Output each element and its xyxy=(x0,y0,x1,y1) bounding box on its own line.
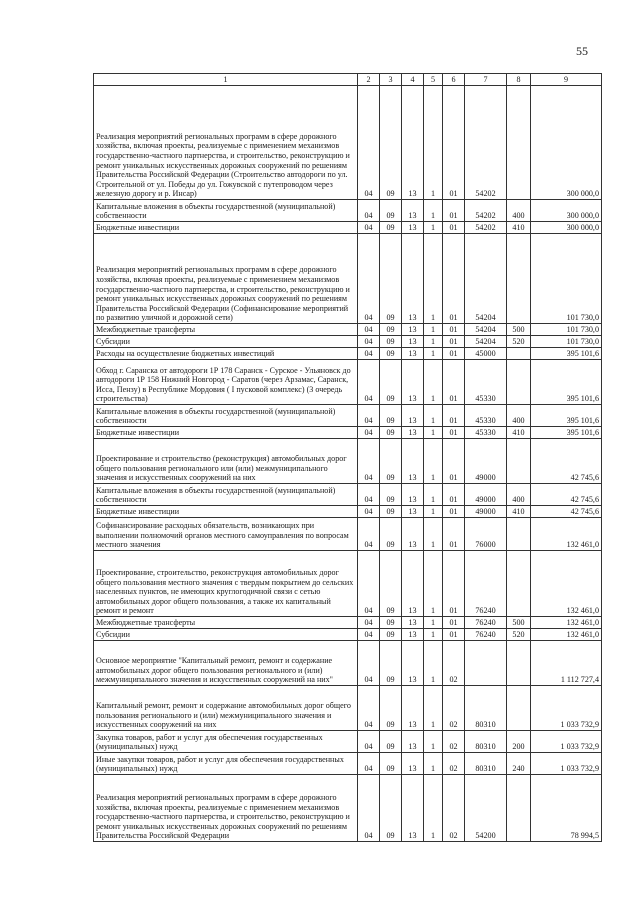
code-cell: 04 xyxy=(358,629,380,641)
row-name: Субсидии xyxy=(94,629,358,641)
code-cell: 04 xyxy=(358,731,380,753)
table-row xyxy=(94,222,602,234)
code-cell: 09 xyxy=(380,753,402,775)
code-cell: 520 xyxy=(507,629,531,641)
code-cell xyxy=(465,641,507,686)
code-cell: 13 xyxy=(402,641,424,686)
header-cell: 4 xyxy=(402,74,424,86)
table-row xyxy=(94,518,602,551)
code-cell: 13 xyxy=(402,234,424,324)
code-cell: 13 xyxy=(402,360,424,405)
code-cell: 13 xyxy=(402,775,424,842)
code-cell: 45330 xyxy=(465,405,507,427)
amount-cell: 132 461,0 xyxy=(531,617,602,629)
code-cell: 13 xyxy=(402,617,424,629)
code-cell: 01 xyxy=(443,86,465,200)
row-name: Капитальный ремонт, ремонт и содержание автомобильных дорог общего пользования регионального и (или) межмуниципального значения и искусственных сооружений на них xyxy=(94,686,358,731)
code-cell: 04 xyxy=(358,324,380,336)
code-cell: 1 xyxy=(424,405,443,427)
row-name: Капитальные вложения в объекты государственной (муниципальной) собственности xyxy=(94,484,358,506)
table-row xyxy=(94,629,602,641)
code-cell: 09 xyxy=(380,775,402,842)
budget-table xyxy=(93,73,602,842)
code-cell: 400 xyxy=(507,405,531,427)
code-cell xyxy=(507,775,531,842)
table-row xyxy=(94,427,602,439)
amount-cell: 132 461,0 xyxy=(531,518,602,551)
code-cell: 13 xyxy=(402,551,424,617)
code-cell: 1 xyxy=(424,775,443,842)
row-name: Капитальные вложения в объекты государственной (муниципальной) собственности xyxy=(94,200,358,222)
code-cell xyxy=(507,686,531,731)
amount-cell: 78 994,5 xyxy=(531,775,602,842)
code-cell: 13 xyxy=(402,686,424,731)
code-cell: 04 xyxy=(358,222,380,234)
code-cell: 13 xyxy=(402,324,424,336)
code-cell: 45330 xyxy=(465,360,507,405)
code-cell: 04 xyxy=(358,427,380,439)
code-cell: 04 xyxy=(358,518,380,551)
table-row xyxy=(94,641,602,686)
code-cell xyxy=(507,86,531,200)
code-cell: 13 xyxy=(402,405,424,427)
code-cell: 54202 xyxy=(465,200,507,222)
row-name: Расходы на осуществление бюджетных инвестиций xyxy=(94,348,358,360)
code-cell: 49000 xyxy=(465,439,507,484)
code-cell: 01 xyxy=(443,336,465,348)
header-cell: 2 xyxy=(358,74,380,86)
code-cell: 13 xyxy=(402,731,424,753)
code-cell: 1 xyxy=(424,234,443,324)
row-name: Реализация мероприятий региональных программ в сфере дорожного хозяйства, включая проекты, реализуемые с применением механизмов государственно-частного партнерства, и строительство, реконструкцию и ремонт уникальных искусственных дорожных сооружений по решениям Правительства Российской Федерации xyxy=(94,775,358,842)
code-cell: 1 xyxy=(424,324,443,336)
code-cell: 240 xyxy=(507,753,531,775)
row-name: Закупка товаров, работ и услуг для обеспечения государственных (муниципальных) нужд xyxy=(94,731,358,753)
amount-cell: 132 461,0 xyxy=(531,629,602,641)
code-cell: 13 xyxy=(402,348,424,360)
code-cell: 09 xyxy=(380,234,402,324)
row-name: Субсидии xyxy=(94,336,358,348)
amount-cell: 101 730,0 xyxy=(531,336,602,348)
code-cell: 1 xyxy=(424,86,443,200)
code-cell: 76240 xyxy=(465,617,507,629)
table-row xyxy=(94,324,602,336)
code-cell: 01 xyxy=(443,617,465,629)
code-cell: 49000 xyxy=(465,484,507,506)
code-cell: 1 xyxy=(424,731,443,753)
table-row xyxy=(94,551,602,617)
code-cell: 09 xyxy=(380,484,402,506)
table-row xyxy=(94,348,602,360)
code-cell: 09 xyxy=(380,427,402,439)
amount-cell: 300 000,0 xyxy=(531,222,602,234)
code-cell: 02 xyxy=(443,641,465,686)
amount-cell: 42 745,6 xyxy=(531,506,602,518)
code-cell: 04 xyxy=(358,551,380,617)
code-cell: 1 xyxy=(424,360,443,405)
header-cell: 3 xyxy=(380,74,402,86)
row-name: Межбюджетные трансферты xyxy=(94,324,358,336)
code-cell: 09 xyxy=(380,200,402,222)
code-cell: 1 xyxy=(424,439,443,484)
row-name: Иные закупки товаров, работ и услуг для обеспечения государственных (муниципальных) нужд xyxy=(94,753,358,775)
code-cell: 1 xyxy=(424,348,443,360)
table-row xyxy=(94,234,602,324)
code-cell: 13 xyxy=(402,518,424,551)
code-cell: 1 xyxy=(424,484,443,506)
amount-cell: 1 033 732,9 xyxy=(531,686,602,731)
code-cell: 13 xyxy=(402,484,424,506)
code-cell: 1 xyxy=(424,617,443,629)
code-cell: 1 xyxy=(424,506,443,518)
code-cell: 520 xyxy=(507,336,531,348)
code-cell: 1 xyxy=(424,336,443,348)
row-name: Проектирование, строительство, реконструкция автомобильных дорог общего пользования местного значения с твердым покрытием до сельских населенных пунктов, не имеющих круглогодичной связи с сетью автомобильных дорог общего пользования, а также их капитальный ремонт и ремонт xyxy=(94,551,358,617)
code-cell: 76000 xyxy=(465,518,507,551)
table-row xyxy=(94,336,602,348)
code-cell: 01 xyxy=(443,360,465,405)
header-cell: 1 xyxy=(94,74,358,86)
table-row xyxy=(94,405,602,427)
amount-cell: 300 000,0 xyxy=(531,86,602,200)
amount-cell: 42 745,6 xyxy=(531,484,602,506)
code-cell: 04 xyxy=(358,360,380,405)
code-cell: 1 xyxy=(424,753,443,775)
row-name: Бюджетные инвестиции xyxy=(94,506,358,518)
table-row xyxy=(94,86,602,200)
code-cell: 410 xyxy=(507,506,531,518)
code-cell: 04 xyxy=(358,234,380,324)
code-cell: 13 xyxy=(402,200,424,222)
code-cell xyxy=(507,439,531,484)
amount-cell: 395 101,6 xyxy=(531,405,602,427)
code-cell: 01 xyxy=(443,234,465,324)
code-cell: 09 xyxy=(380,551,402,617)
code-cell: 1 xyxy=(424,518,443,551)
code-cell: 49000 xyxy=(465,506,507,518)
row-name: Основное мероприятие "Капитальный ремонт, ремонт и содержание автомобильных дорог общего пользования регионального и (или) межмуниципального значения и искусственных сооружений на них" xyxy=(94,641,358,686)
row-name: Реализация мероприятий региональных программ в сфере дорожного хозяйства, включая проекты, реализуемые с применением механизмов государственно-частного партнерства, и строительство, реконструкцию и ремонт уникальных искусственных дорожных сооружений по решениям Правительства Российской Федерации (Строительство автодороги по ул. Строительной от ул. Победы до ул. Гожувской с путепроводом через железную дорогу и р. Инсар) xyxy=(94,86,358,200)
code-cell: 13 xyxy=(402,336,424,348)
code-cell: 04 xyxy=(358,753,380,775)
amount-cell: 300 000,0 xyxy=(531,200,602,222)
table-row xyxy=(94,439,602,484)
code-cell: 410 xyxy=(507,222,531,234)
table-row xyxy=(94,506,602,518)
code-cell: 01 xyxy=(443,324,465,336)
code-cell: 04 xyxy=(358,686,380,731)
code-cell: 04 xyxy=(358,336,380,348)
code-cell: 54204 xyxy=(465,324,507,336)
amount-cell: 395 101,6 xyxy=(531,348,602,360)
code-cell: 76240 xyxy=(465,629,507,641)
code-cell: 01 xyxy=(443,506,465,518)
code-cell xyxy=(507,234,531,324)
amount-cell: 1 112 727,4 xyxy=(531,641,602,686)
code-cell: 500 xyxy=(507,617,531,629)
code-cell: 01 xyxy=(443,518,465,551)
code-cell: 01 xyxy=(443,439,465,484)
code-cell: 54204 xyxy=(465,336,507,348)
table-row xyxy=(94,617,602,629)
code-cell: 13 xyxy=(402,427,424,439)
code-cell: 04 xyxy=(358,348,380,360)
code-cell: 09 xyxy=(380,629,402,641)
code-cell xyxy=(507,641,531,686)
row-name: Бюджетные инвестиции xyxy=(94,222,358,234)
code-cell: 02 xyxy=(443,731,465,753)
code-cell xyxy=(507,518,531,551)
code-cell: 13 xyxy=(402,506,424,518)
code-cell: 1 xyxy=(424,629,443,641)
row-name: Капитальные вложения в объекты государственной (муниципальной) собственности xyxy=(94,405,358,427)
code-cell: 13 xyxy=(402,629,424,641)
code-cell: 54202 xyxy=(465,86,507,200)
code-cell: 54204 xyxy=(465,234,507,324)
amount-cell: 132 461,0 xyxy=(531,551,602,617)
code-cell: 09 xyxy=(380,731,402,753)
code-cell: 1 xyxy=(424,686,443,731)
code-cell: 01 xyxy=(443,484,465,506)
code-cell: 01 xyxy=(443,222,465,234)
table-row xyxy=(94,753,602,775)
amount-cell: 101 730,0 xyxy=(531,234,602,324)
code-cell: 02 xyxy=(443,686,465,731)
code-cell: 02 xyxy=(443,775,465,842)
code-cell: 1 xyxy=(424,551,443,617)
amount-cell: 395 101,6 xyxy=(531,427,602,439)
code-cell: 04 xyxy=(358,86,380,200)
header-cell: 9 xyxy=(531,74,602,86)
code-cell: 09 xyxy=(380,641,402,686)
code-cell: 04 xyxy=(358,641,380,686)
code-cell: 09 xyxy=(380,439,402,484)
code-cell: 02 xyxy=(443,753,465,775)
header-row xyxy=(94,74,602,86)
code-cell: 54202 xyxy=(465,222,507,234)
code-cell: 45000 xyxy=(465,348,507,360)
code-cell: 01 xyxy=(443,405,465,427)
code-cell: 09 xyxy=(380,360,402,405)
code-cell xyxy=(507,360,531,405)
header-cell: 8 xyxy=(507,74,531,86)
code-cell: 01 xyxy=(443,348,465,360)
table-row xyxy=(94,686,602,731)
amount-cell: 1 033 732,9 xyxy=(531,753,602,775)
code-cell: 09 xyxy=(380,222,402,234)
header-cell: 5 xyxy=(424,74,443,86)
code-cell: 01 xyxy=(443,629,465,641)
code-cell: 80310 xyxy=(465,753,507,775)
code-cell: 200 xyxy=(507,731,531,753)
code-cell: 80310 xyxy=(465,731,507,753)
code-cell: 500 xyxy=(507,324,531,336)
code-cell xyxy=(507,348,531,360)
code-cell: 80310 xyxy=(465,686,507,731)
code-cell: 1 xyxy=(424,222,443,234)
code-cell: 09 xyxy=(380,506,402,518)
code-cell: 1 xyxy=(424,427,443,439)
row-name: Проектирование и строительство (реконструкция) автомобильных дорог общего пользования регионального или (или) межмуниципального значения и искусственных сооружений на них xyxy=(94,439,358,484)
code-cell: 1 xyxy=(424,200,443,222)
table-row xyxy=(94,360,602,405)
code-cell: 04 xyxy=(358,775,380,842)
code-cell: 09 xyxy=(380,86,402,200)
code-cell: 09 xyxy=(380,686,402,731)
code-cell: 09 xyxy=(380,324,402,336)
code-cell: 13 xyxy=(402,222,424,234)
code-cell: 09 xyxy=(380,518,402,551)
code-cell: 13 xyxy=(402,439,424,484)
header-cell: 6 xyxy=(443,74,465,86)
code-cell: 04 xyxy=(358,506,380,518)
code-cell: 54200 xyxy=(465,775,507,842)
code-cell: 01 xyxy=(443,427,465,439)
table-row xyxy=(94,731,602,753)
row-name: Обход г. Саранска от автодороги 1Р 178 Саранск - Сурское - Ульяновск до автодороги 1Р 158 Нижний Новгород - Саратов (через Арзамас, Саранск, Исса, Пензу) в Республике Мордовия ( I пусковой комплекс) (3 очередь строительства) xyxy=(94,360,358,405)
page-number: 55 xyxy=(576,44,588,58)
code-cell: 09 xyxy=(380,617,402,629)
amount-cell: 1 033 732,9 xyxy=(531,731,602,753)
row-name: Межбюджетные трансферты xyxy=(94,617,358,629)
row-name: Реализация мероприятий региональных программ в сфере дорожного хозяйства, включая проекты, реализуемые с применением механизмов государственно-частного партнерства, и строительство, реконструкцию и ремонт уникальных искусственных дорожных сооружений по решениям Правительства Российской Федерации (Софинансирование мероприятий по развитию уличной и дорожной сети) xyxy=(94,234,358,324)
code-cell: 01 xyxy=(443,200,465,222)
header-cell: 7 xyxy=(465,74,507,86)
row-name: Софинансирование расходных обязательств, возникающих при выполнении полномочий органов местного самоуправления по вопросам местного значения xyxy=(94,518,358,551)
code-cell: 45330 xyxy=(465,427,507,439)
code-cell: 09 xyxy=(380,348,402,360)
amount-cell: 395 101,6 xyxy=(531,360,602,405)
code-cell: 04 xyxy=(358,484,380,506)
table-row xyxy=(94,775,602,842)
table-row xyxy=(94,200,602,222)
row-name: Бюджетные инвестиции xyxy=(94,427,358,439)
code-cell: 1 xyxy=(424,641,443,686)
code-cell: 13 xyxy=(402,86,424,200)
code-cell: 09 xyxy=(380,336,402,348)
code-cell: 13 xyxy=(402,753,424,775)
code-cell: 09 xyxy=(380,405,402,427)
code-cell: 76240 xyxy=(465,551,507,617)
amount-cell: 42 745,6 xyxy=(531,439,602,484)
code-cell: 400 xyxy=(507,484,531,506)
code-cell: 04 xyxy=(358,617,380,629)
code-cell: 410 xyxy=(507,427,531,439)
table-row xyxy=(94,484,602,506)
amount-cell: 101 730,0 xyxy=(531,324,602,336)
code-cell: 01 xyxy=(443,551,465,617)
code-cell: 400 xyxy=(507,200,531,222)
code-cell: 04 xyxy=(358,439,380,484)
code-cell: 04 xyxy=(358,200,380,222)
code-cell: 04 xyxy=(358,405,380,427)
code-cell xyxy=(507,551,531,617)
